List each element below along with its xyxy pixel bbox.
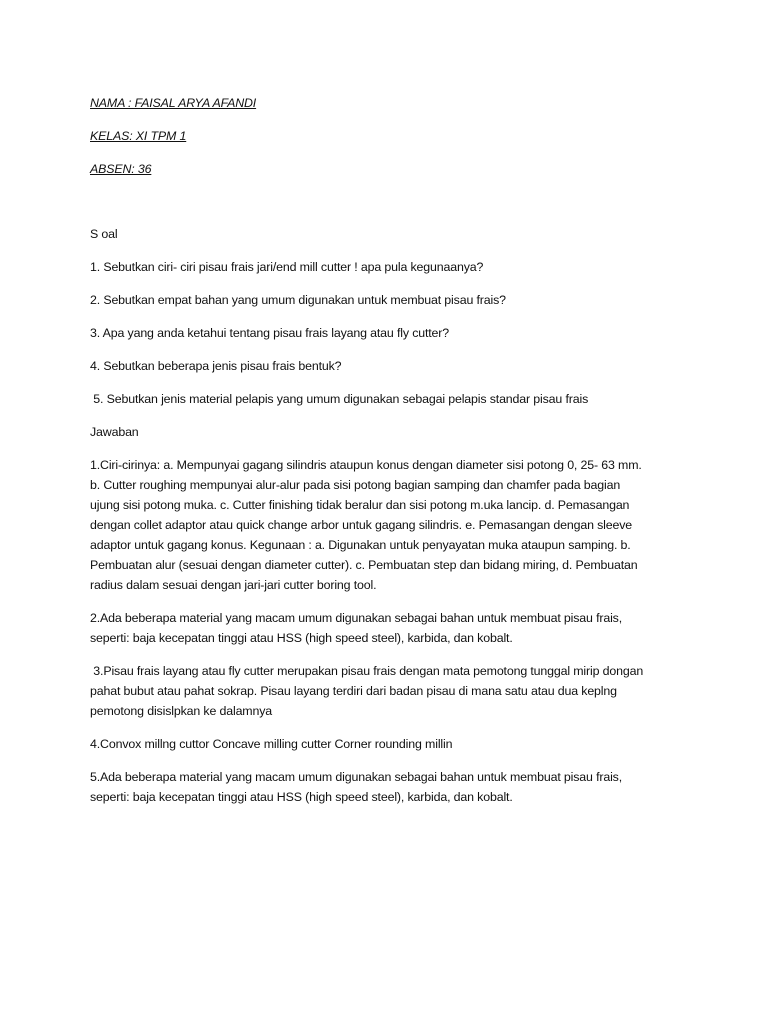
answer-line: 3.Pisau frais layang atau fly cutter merupakan pisau frais dengan mata pemotong tunggal mirip dongan [90,664,644,678]
answer-line: seperti: baja kecepatan tinggi atau HSS (high speed steel), karbida, dan kobalt. [90,631,513,645]
answer-5 [90,767,690,807]
jawaban-heading: Jawaban [90,425,139,439]
answer-3 [90,661,690,721]
answer-line: adaptor untuk gagang konus. Kegunaan : a. Digunakan untuk penyayatan muka ataupun samping. b. [90,538,631,552]
answer-line: ujung sisi potong muka. c. Cutter finishing tidak beralur dan sisi potong m.uka lancip. d. Pemasangan [90,498,630,512]
answer-line: pahat bubut atau pahat sokrap. Pisau layang terdiri dari badan pisau di mana satu atau dua keplng [90,684,617,698]
student-name: NAMA : FAISAL ARYA AFANDI [90,96,257,110]
answer-line: 5.Ada beberapa material yang macam umum digunakan sebagai bahan untuk membuat pisau frais, [90,770,623,784]
answer-1 [90,455,690,595]
answer-line: Pembuatan alur (sesuai dengan diameter cutter). c. Pembuatan step dan bidang miring, d. Pembuatan [90,558,638,572]
answer-line: seperti: baja kecepatan tinggi atau HSS (high speed steel), karbida, dan kobalt. [90,790,513,804]
answer-line: b. Cutter roughing mempunyai alur-alur pada sisi potong bagian samping dan chamfer pada bagian [90,478,621,492]
question-2: 2. Sebutkan empat bahan yang umum digunakan untuk membuat pisau frais? [90,293,506,307]
answer-line: pemotong disislpkan ke dalamnya [90,704,273,718]
soal-heading: S oal [90,227,118,241]
question-1: 1. Sebutkan ciri- ciri pisau frais jari/end mill cutter ! apa pula kegunaanya? [90,260,484,274]
student-absen: ABSEN: 36 [90,162,152,176]
answer-line: 2.Ada beberapa material yang macam umum digunakan sebagai bahan untuk membuat pisau frais, [90,611,623,625]
answer-line: 4.Convox millng cuttor Concave milling cutter Corner rounding millin [90,737,453,751]
student-class: KELAS: XI TPM 1 [90,129,187,143]
answer-4 [90,734,690,754]
answer-2 [90,608,690,648]
answer-line: dengan collet adaptor atau quick change arbor untuk gagang silindris. e. Pemasangan dengan sleeve [90,518,633,532]
answer-line: 1.Ciri-cirinya: a. Mempunyai gagang silindris ataupun konus dengan diameter sisi potong 0, 25- 63 mm. [90,458,642,472]
question-5: 5. Sebutkan jenis material pelapis yang umum digunakan sebagai pelapis standar pisau frais [90,392,589,406]
question-4: 4. Sebutkan beberapa jenis pisau frais bentuk? [90,359,342,373]
answer-line: radius dalam sesuai dengan jari-jari cutter boring tool. [90,578,377,592]
question-3: 3. Apa yang anda ketahui tentang pisau frais layang atau fly cutter? [90,326,450,340]
